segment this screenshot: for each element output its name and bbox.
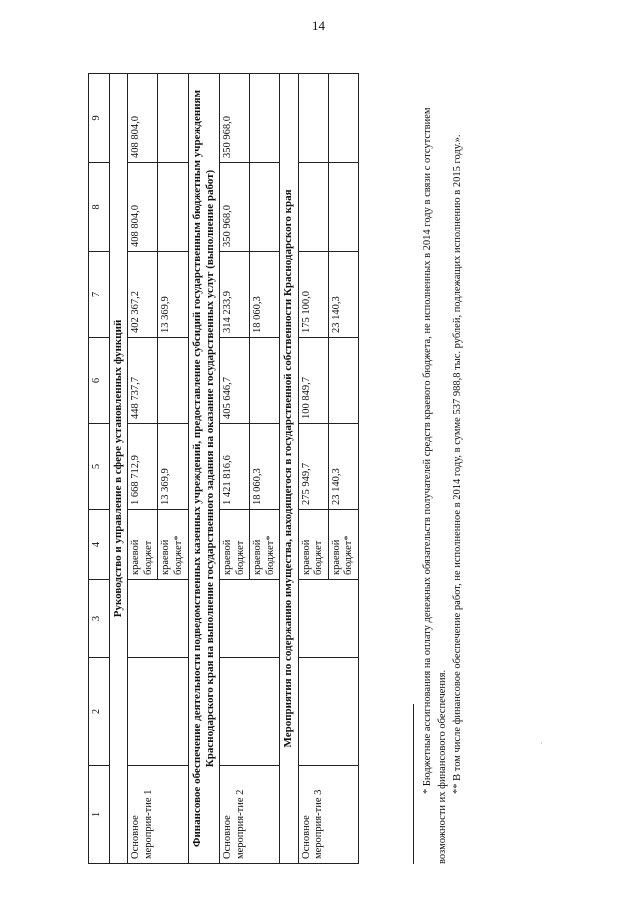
funding-source: краевой бюджет* bbox=[250, 510, 280, 580]
empty-cell bbox=[298, 658, 358, 766]
page-number: 14 bbox=[312, 18, 325, 33]
value-cell: 1 668 712,9 bbox=[128, 424, 158, 510]
footnote-2: ** В том числе финансовое обеспечение работ, не исполненное в 2014 году, в сумме 537 988,8 тыс. рублей, подлежащих исполнению в 2015 году.». bbox=[452, 134, 464, 794]
value-cell: 408 804,0 bbox=[128, 74, 158, 163]
activity-name: Основное мероприя-тие 3 bbox=[298, 766, 358, 864]
empty-cell bbox=[128, 580, 188, 658]
table-row bbox=[298, 74, 328, 864]
activity-name: Основное мероприя-тие 2 bbox=[219, 766, 279, 864]
value-cell: 18 060,3 bbox=[250, 424, 280, 510]
value-cell: 405 646,7 bbox=[219, 338, 249, 424]
footnote-rule bbox=[413, 704, 414, 864]
empty-cell bbox=[128, 658, 188, 766]
value-cell bbox=[328, 163, 358, 252]
value-cell: 350 968,0 bbox=[219, 74, 249, 163]
header-cell: 6 bbox=[89, 338, 110, 424]
funding-source: краевой бюджет* bbox=[158, 510, 188, 580]
budget-table bbox=[88, 73, 359, 864]
section-title: Мероприятия по содержанию имущества, находящегося в государственной собственности Краснодарского края bbox=[280, 74, 298, 864]
section-title-row bbox=[188, 74, 219, 864]
table-row bbox=[219, 74, 249, 864]
value-cell bbox=[298, 74, 328, 163]
value-cell: 402 367,2 bbox=[128, 252, 158, 338]
footnote-1: * Бюджетные ассигнования на оплату денежных обязательств получателей средств краевого бюджета, не исполненных в 2014 году в связи с отсутствием возможности их финансового обеспечения. bbox=[422, 107, 449, 864]
header-cell: 8 bbox=[89, 163, 110, 252]
value-cell bbox=[158, 163, 188, 252]
section-title-row bbox=[280, 74, 298, 864]
section-title: Финансовое обеспечение деятельности подведомственных казенных учреждений, предоставление субсидий государственным бюджетным учреждениям Краснодарского края на выполнение государственного задания на оказание государственных услуг (выполнение работ) bbox=[188, 74, 219, 864]
section-title: Руководство и управление в сфере установленных функций bbox=[110, 74, 128, 864]
value-cell: 18 060,3 bbox=[250, 252, 280, 338]
header-cell: 4 bbox=[89, 510, 110, 580]
header-cell: 2 bbox=[89, 658, 110, 766]
header-cell: 9 bbox=[89, 74, 110, 163]
value-cell bbox=[158, 338, 188, 424]
value-cell: 314 233,9 bbox=[219, 252, 249, 338]
value-cell: 13 369,9 bbox=[158, 424, 188, 510]
value-cell bbox=[328, 338, 358, 424]
value-cell: 100 849,7 bbox=[298, 338, 328, 424]
activity-name: Основное мероприя-тие 1 bbox=[128, 766, 188, 864]
header-cell: 1 bbox=[89, 766, 110, 864]
header-cell: 7 bbox=[89, 252, 110, 338]
value-cell: 23 140,3 bbox=[328, 252, 358, 338]
value-cell: 23 140,3 bbox=[328, 424, 358, 510]
value-cell: 408 804,0 bbox=[128, 163, 158, 252]
empty-cell bbox=[298, 580, 358, 658]
funding-source: краевой бюджет bbox=[298, 510, 328, 580]
footnotes bbox=[413, 74, 466, 864]
header-cell: 3 bbox=[89, 580, 110, 658]
value-cell: 350 968,0 bbox=[219, 163, 249, 252]
scan-mark: · bbox=[540, 738, 543, 748]
section-title-row bbox=[110, 74, 128, 864]
funding-source: краевой бюджет bbox=[219, 510, 249, 580]
header-cell: 5 bbox=[89, 424, 110, 510]
value-cell: 1 421 816,6 bbox=[219, 424, 249, 510]
value-cell: 275 949,7 bbox=[298, 424, 328, 510]
empty-cell bbox=[219, 580, 279, 658]
value-cell: 13 369,9 bbox=[158, 252, 188, 338]
value-cell: 448 737,7 bbox=[128, 338, 158, 424]
value-cell bbox=[250, 163, 280, 252]
value-cell: 175 100,0 bbox=[298, 252, 328, 338]
value-cell bbox=[250, 74, 280, 163]
header-row bbox=[89, 74, 110, 864]
value-cell bbox=[250, 338, 280, 424]
value-cell bbox=[158, 74, 188, 163]
value-cell bbox=[328, 74, 358, 163]
empty-cell bbox=[219, 658, 279, 766]
rotated-page-content bbox=[88, 44, 590, 864]
funding-source: краевой бюджет bbox=[128, 510, 158, 580]
value-cell bbox=[298, 163, 328, 252]
table-row bbox=[128, 74, 158, 864]
funding-source: краевой бюджет* bbox=[328, 510, 358, 580]
